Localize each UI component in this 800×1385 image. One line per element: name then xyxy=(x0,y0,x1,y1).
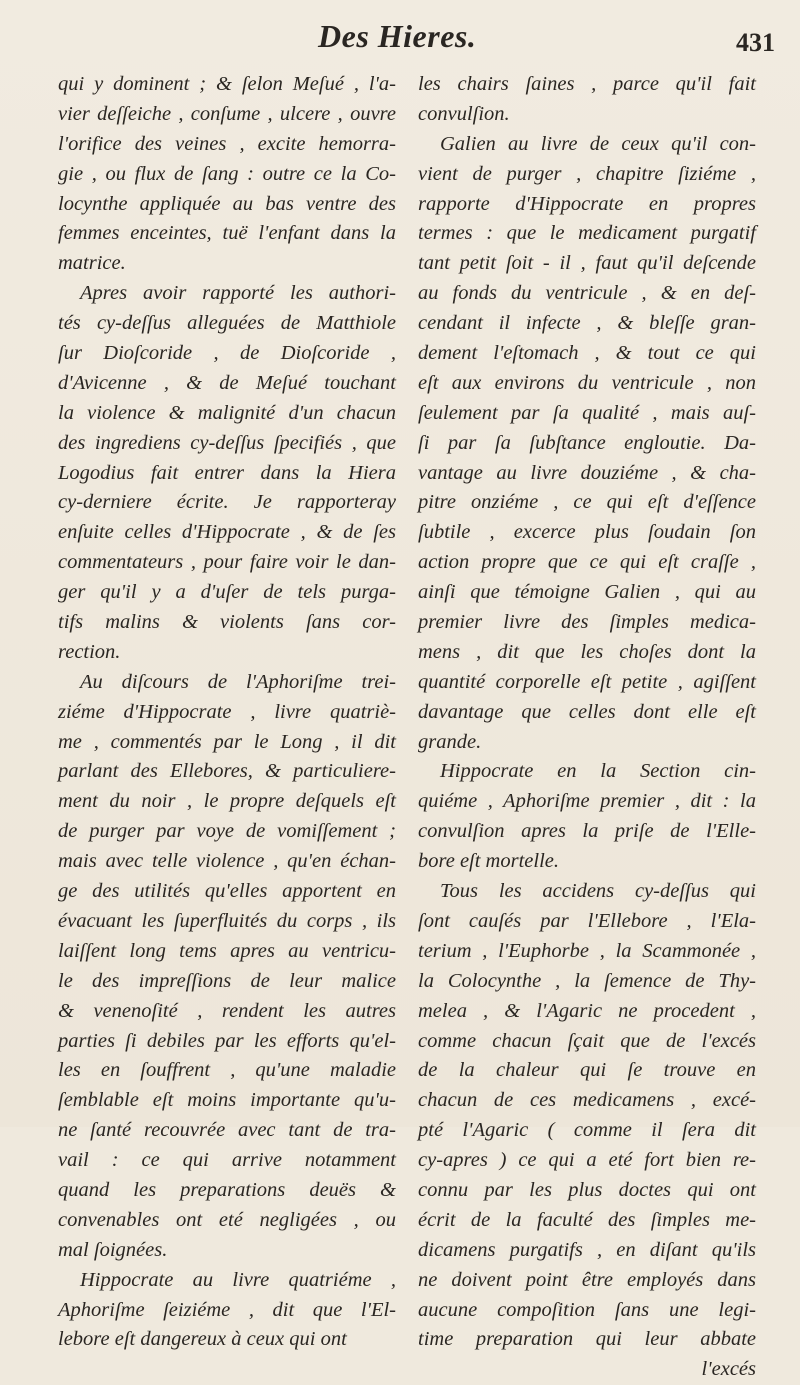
text-line: terium , l'Euphorbe , la Scammonée , xyxy=(418,939,756,962)
right-text-column xyxy=(418,70,756,1385)
text-line: commentateurs , pour faire voir le dan- xyxy=(58,551,396,574)
text-line: rapporte d'Hippocrate en propres xyxy=(418,192,756,215)
page-header xyxy=(0,18,800,68)
text-line: ſi par ſa ſubſtance engloutie. Da- xyxy=(418,431,756,454)
text-line: convulſion apres la priſe de l'Elle- xyxy=(418,820,756,843)
text-line: d'Avicenne , & de Meſué touchant xyxy=(58,371,396,394)
text-line: convenables ont eté negligées , ou xyxy=(58,1208,396,1231)
text-line: bore eſt mortelle. xyxy=(418,850,559,873)
page-number: 431 xyxy=(736,28,775,57)
text-line: rection. xyxy=(58,640,121,663)
text-line: quantité corporelle eſt petite , agiſſent xyxy=(418,670,756,693)
text-line: ſur Dioſcoride , de Dioſcoride , xyxy=(58,342,396,365)
text-line: connu par les plus doctes qui ont xyxy=(418,1178,756,1201)
text-line: davantage que celles dont elle eſt xyxy=(418,700,756,723)
text-line: premier livre des ſimples medica- xyxy=(418,611,756,634)
text-line: Apres avoir rapporté les authori- xyxy=(80,282,396,305)
text-line: la Colocynthe , la ſemence de Thy- xyxy=(418,969,756,992)
text-line: laiſſent long tems apres au ventricu- xyxy=(58,939,396,962)
text-line: chacun de ces medicamens , excé- xyxy=(418,1089,756,1112)
text-line: mal ſoignées. xyxy=(58,1238,168,1261)
text-line: me , commentés par le Long , il dit xyxy=(58,730,396,753)
text-line: écrit de la faculté des ſimples me- xyxy=(418,1208,756,1231)
text-line: vier deſſeiche , conſume , ulcere , ouvre xyxy=(58,102,396,125)
text-line: le des impreſſions de leur malice xyxy=(58,969,396,992)
text-line: matrice. xyxy=(58,252,126,275)
text-line: cendant il infecte , & bleſſe gran- xyxy=(418,312,756,335)
text-line: gie , ou flux de ſang : outre ce la Co- xyxy=(58,162,396,185)
text-line: Aphoriſme ſeiziéme , dit que l'El- xyxy=(58,1298,396,1321)
text-line: mens , dit que les choſes dont la xyxy=(418,640,756,663)
text-line: ſont cauſés par l'Ellebore , l'Ela- xyxy=(418,909,756,932)
text-line: mais avec telle violence , qu'en échan- xyxy=(58,850,396,873)
text-line: les en ſouffrent , qu'une maladie xyxy=(58,1059,396,1082)
text-line: de la chaleur qui ſe trouve en xyxy=(418,1059,756,1082)
text-line: qui y dominent ; & ſelon Meſué , l'a- xyxy=(58,73,396,95)
text-line: Hippocrate en la Section cin- xyxy=(440,760,756,783)
text-line: tifs malins & violents ſans cor- xyxy=(58,611,396,634)
text-line: ge des utilités qu'elles apportent en xyxy=(58,880,396,903)
text-line: femmes enceintes, tuë l'enfant dans la xyxy=(58,222,396,245)
text-line: quand les preparations deuës & xyxy=(58,1178,396,1201)
text-line: & venenoſité , rendent les autres xyxy=(58,999,396,1022)
text-line: ne doivent point être employés dans xyxy=(418,1268,756,1291)
left-text-column xyxy=(58,70,396,1355)
text-line: Galien au livre de ceux qu'il con- xyxy=(440,132,756,155)
text-line: aucune compoſition ſans une legi- xyxy=(418,1298,756,1321)
text-line: convulſion. xyxy=(418,102,510,125)
text-line: l'excés xyxy=(701,1358,756,1381)
text-line: ainſi que témoigne Galien , qui au xyxy=(418,581,756,604)
text-line: parties ſi debiles par les efforts qu'el- xyxy=(58,1029,396,1052)
text-line: au fonds du ventricule , & en deſ- xyxy=(418,282,756,305)
text-line: ger qu'il y a d'uſer de tels purga- xyxy=(58,581,396,604)
text-line: vient de purger , chapitre ſiziéme , xyxy=(418,162,756,185)
text-line: ziéme d'Hippocrate , livre quatriè- xyxy=(58,700,396,723)
text-line: des ingrediens cy-deſſus ſpecifiés , que xyxy=(58,431,396,454)
text-line: les chairs ſaines , parce qu'il fait xyxy=(418,73,756,95)
text-line: Logodius fait entrer dans la Hiera xyxy=(58,461,396,484)
text-line: évacuant les ſuperfluités du corps , ils xyxy=(58,909,396,932)
text-line: vail : ce qui arrive notamment xyxy=(58,1149,396,1172)
text-line: cy-apres ) ce qui a eté fort bien re- xyxy=(418,1149,756,1172)
text-line: Tous les accidens cy-deſſus qui xyxy=(440,880,756,903)
text-line: locynthe appliquée au bas ventre des xyxy=(58,192,396,215)
running-title: Des Hieres. xyxy=(318,18,477,54)
text-line: ſemblable eſt moins importante qu'u- xyxy=(58,1089,396,1112)
text-line: ſubtile , excerce plus ſoudain ſon xyxy=(418,521,756,544)
text-line: melea , & l'Agaric ne procedent , xyxy=(418,999,756,1022)
text-line: la violence & malignité d'un chacun xyxy=(58,401,396,424)
text-line: pté l'Agaric ( comme il ſera dit xyxy=(418,1119,756,1142)
text-line: termes : que le medicament purgatif xyxy=(418,222,756,245)
text-line: eſt aux environs du ventricule , non xyxy=(418,371,756,394)
text-line: parlant des Ellebores, & particuliere- xyxy=(58,760,396,783)
text-line: grande. xyxy=(418,730,482,753)
text-line: l'orifice des veines , excite hemorra- xyxy=(58,132,396,155)
text-line: enſuite celles d'Hippocrate , & de ſes xyxy=(58,521,396,544)
text-line: dement l'eſtomach , & tout ce qui xyxy=(418,342,756,365)
text-line: quiéme , Aphoriſme premier , dit : la xyxy=(418,790,756,813)
text-line: ne ſanté recouvrée avec tant de tra- xyxy=(58,1119,396,1142)
text-line: ment du noir , le propre deſquels eſt xyxy=(58,790,396,813)
text-line: de purger par voye de vomiſſement ; xyxy=(58,820,396,843)
text-line: vantage au livre douziéme , & cha- xyxy=(418,461,756,484)
text-line: Au diſcours de l'Aphoriſme trei- xyxy=(80,670,396,693)
text-line: ſeulement par ſa qualité , mais auſ- xyxy=(418,401,756,424)
text-line: time preparation qui leur abbate xyxy=(418,1328,756,1351)
text-line: action propre que ce qui eſt craſſe , xyxy=(418,551,756,574)
text-line: tés cy-deſſus alleguées de Matthiole xyxy=(58,312,396,335)
text-line: lebore eſt dangereux à ceux qui ont xyxy=(58,1328,347,1351)
text-line: dicamens purgatifs , en diſant qu'ils xyxy=(418,1238,756,1261)
text-line: pitre onziéme , ce qui eſt d'eſſence xyxy=(418,491,756,514)
text-line: comme chacun ſçait que de l'excés xyxy=(418,1029,756,1052)
text-line: Hippocrate au livre quatriéme , xyxy=(80,1268,396,1291)
text-line: tant petit ſoit - il , faut qu'il deſcende xyxy=(418,252,756,275)
text-line: cy-derniere écrite. Je rapporteray xyxy=(58,491,396,514)
